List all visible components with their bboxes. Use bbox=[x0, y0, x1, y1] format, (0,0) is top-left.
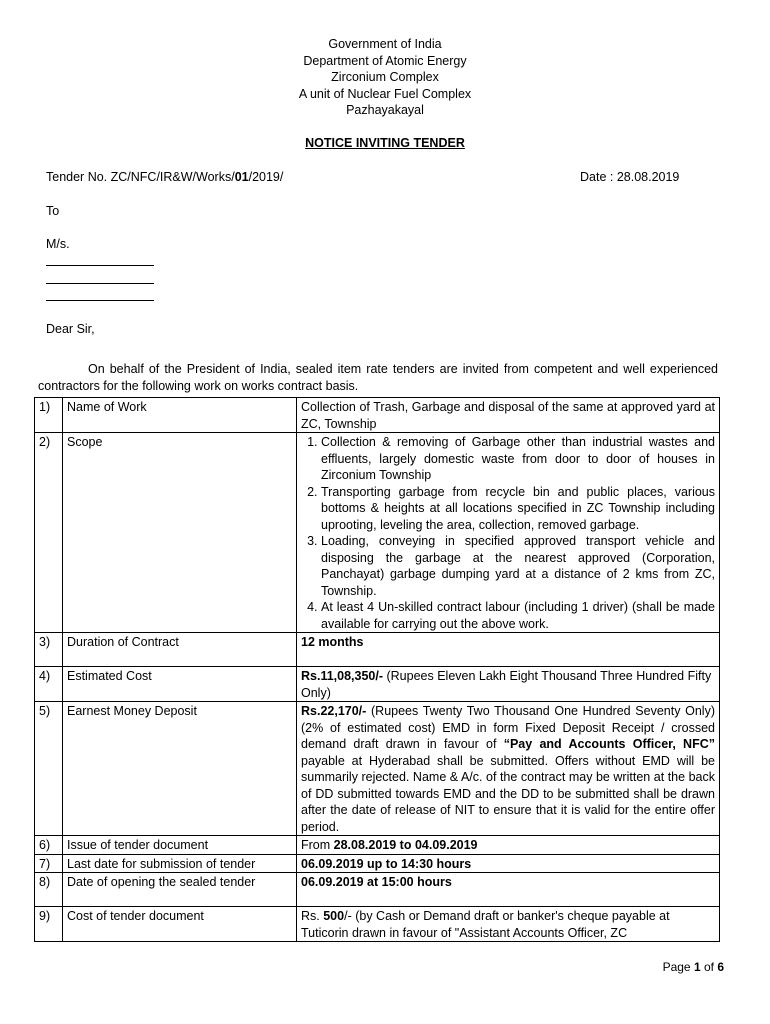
tender-number-suffix: /2019/ bbox=[248, 170, 284, 184]
header-line-department: Department of Atomic Energy bbox=[303, 53, 467, 68]
row-number: 9) bbox=[35, 907, 63, 942]
tender-cost-amount: 500 bbox=[323, 909, 345, 923]
tender-number-serial: 01 bbox=[234, 170, 249, 184]
row-value bbox=[297, 854, 720, 873]
row-value bbox=[297, 667, 720, 702]
row-label: Cost of tender document bbox=[63, 907, 297, 942]
row-value bbox=[297, 907, 720, 942]
scope-list bbox=[301, 434, 715, 632]
table-row bbox=[35, 836, 720, 855]
table-row bbox=[35, 633, 720, 667]
page-number: 1 bbox=[693, 960, 701, 974]
notice-title: NOTICE INVITING TENDER bbox=[305, 136, 465, 150]
row-value bbox=[297, 873, 720, 907]
scope-item: 1. Collection & removing of Garbage other than industrial wastes and effluents, largely domestic waste from door to door of houses in Zirconium Township bbox=[321, 434, 715, 484]
row-label: Duration of Contract bbox=[63, 633, 297, 667]
row-value bbox=[297, 633, 720, 667]
row-label: Estimated Cost bbox=[63, 667, 297, 702]
scope-item: 3. Loading, conveying in specified approved transport vehicle and disposing the garbage at the nearest approved (Corporation, Panchayat) garbage dumping yard at a distance of 2 kms from ZC, Township. bbox=[321, 533, 715, 599]
row-value bbox=[297, 433, 720, 633]
tender-date: Date : 28.08.2019 bbox=[580, 170, 680, 184]
submission-deadline: 06.09.2019 up to 14:30 hours bbox=[301, 856, 472, 871]
issue-dates: 28.08.2019 to 04.09.2019 bbox=[333, 838, 478, 852]
address-blank-line bbox=[46, 283, 154, 284]
header-line-complex: Zirconium Complex bbox=[331, 70, 439, 84]
intro-paragraph bbox=[38, 361, 718, 395]
row-number: 3) bbox=[35, 633, 63, 667]
tender-number bbox=[46, 170, 283, 184]
salutation: Dear Sir, bbox=[46, 322, 95, 336]
document-header bbox=[0, 36, 770, 119]
emd-amount: Rs.22,170/- bbox=[301, 704, 367, 718]
page-of-label: of bbox=[700, 960, 718, 974]
header-line-government: Government of India bbox=[328, 37, 442, 51]
table-row bbox=[35, 433, 720, 633]
row-value bbox=[297, 702, 720, 836]
row-label: Scope bbox=[63, 433, 297, 633]
page-total: 6 bbox=[717, 960, 724, 974]
emd-text-continued: payable at Hyderabad shall be submitted. Offers without EMD will be summarily rejected. Name & A/c. of the contract may be written at the back of DD submitted towards EMD and the DD to be submitted shall be drawn after the date of release of NIT to ensure that it is valid for the entire offer period. bbox=[301, 753, 715, 834]
row-number: 5) bbox=[35, 702, 63, 836]
header-line-location: Pazhayakayal bbox=[346, 103, 424, 117]
duration-value: 12 months bbox=[301, 635, 364, 649]
row-number: 4) bbox=[35, 667, 63, 702]
tender-details-table bbox=[34, 397, 720, 942]
table-row bbox=[35, 398, 720, 433]
address-blank-line bbox=[46, 265, 154, 266]
table-row bbox=[35, 702, 720, 836]
page-label: Page bbox=[662, 960, 694, 974]
tender-cost-text: /- (by Cash or Demand draft or banker's cheque payable at Tuticorin drawn in favour of "Assistant Accounts Officer, ZC bbox=[301, 909, 670, 940]
ms-label: M/s. bbox=[46, 237, 70, 251]
row-number: 7) bbox=[35, 854, 63, 873]
row-label: Name of Work bbox=[63, 398, 297, 433]
opening-date: 06.09.2019 at 15:00 hours bbox=[301, 875, 452, 889]
row-value: Collection of Trash, Garbage and disposal of the same at approved yard at ZC, Township bbox=[297, 398, 720, 433]
estimated-cost-words: (Rupees Eleven Lakh Eight Thousand Three Hundred Fifty Only) bbox=[301, 669, 712, 700]
address-blank-line bbox=[46, 300, 154, 301]
table-row bbox=[35, 873, 720, 907]
to-label: To bbox=[46, 204, 60, 218]
row-label: Earnest Money Deposit bbox=[63, 702, 297, 836]
row-label: Last date for submission of tender bbox=[63, 854, 297, 873]
emd-payee: “Pay and Accounts Officer, NFC” bbox=[503, 737, 715, 751]
row-value bbox=[297, 836, 720, 855]
tender-cost-prefix: Rs. bbox=[301, 909, 324, 923]
table-row bbox=[35, 667, 720, 702]
row-number: 2) bbox=[35, 433, 63, 633]
row-label: Date of opening the sealed tender bbox=[63, 873, 297, 907]
table-row bbox=[35, 854, 720, 873]
intro-text: On behalf of the President of India, sealed item rate tenders are invited from competent and well experienced contractors for the following work on works contract basis. bbox=[38, 362, 718, 393]
row-label: Issue of tender document bbox=[63, 836, 297, 855]
issue-from-label: From bbox=[301, 838, 334, 852]
header-line-unit: A unit of Nuclear Fuel Complex bbox=[298, 86, 472, 101]
scope-item: 4. At least 4 Un-skilled contract labour (including 1 driver) (shall be made available for carrying out the above work. bbox=[321, 599, 715, 632]
emd-text: (Rupees Twenty Two Thousand One Hundred Seventy Only) (2% of estimated cost) EMD in form Fixed Deposit Receipt / crossed demand draft drawn in favour of bbox=[301, 704, 715, 751]
scope-item: 2. Transporting garbage from recycle bin and public places, various bottoms & heights at all locations specified in ZC Township including uprooting, leveling the area, collection, removed garbage. bbox=[321, 484, 715, 534]
table-row bbox=[35, 907, 720, 942]
row-number: 1) bbox=[35, 398, 63, 433]
estimated-cost-amount: Rs.11,08,350/- bbox=[301, 669, 384, 683]
row-number: 6) bbox=[35, 836, 63, 855]
tender-number-prefix: Tender No. ZC/NFC/IR&W/Works/ bbox=[46, 170, 235, 184]
row-number: 8) bbox=[35, 873, 63, 907]
page-footer bbox=[663, 960, 724, 974]
